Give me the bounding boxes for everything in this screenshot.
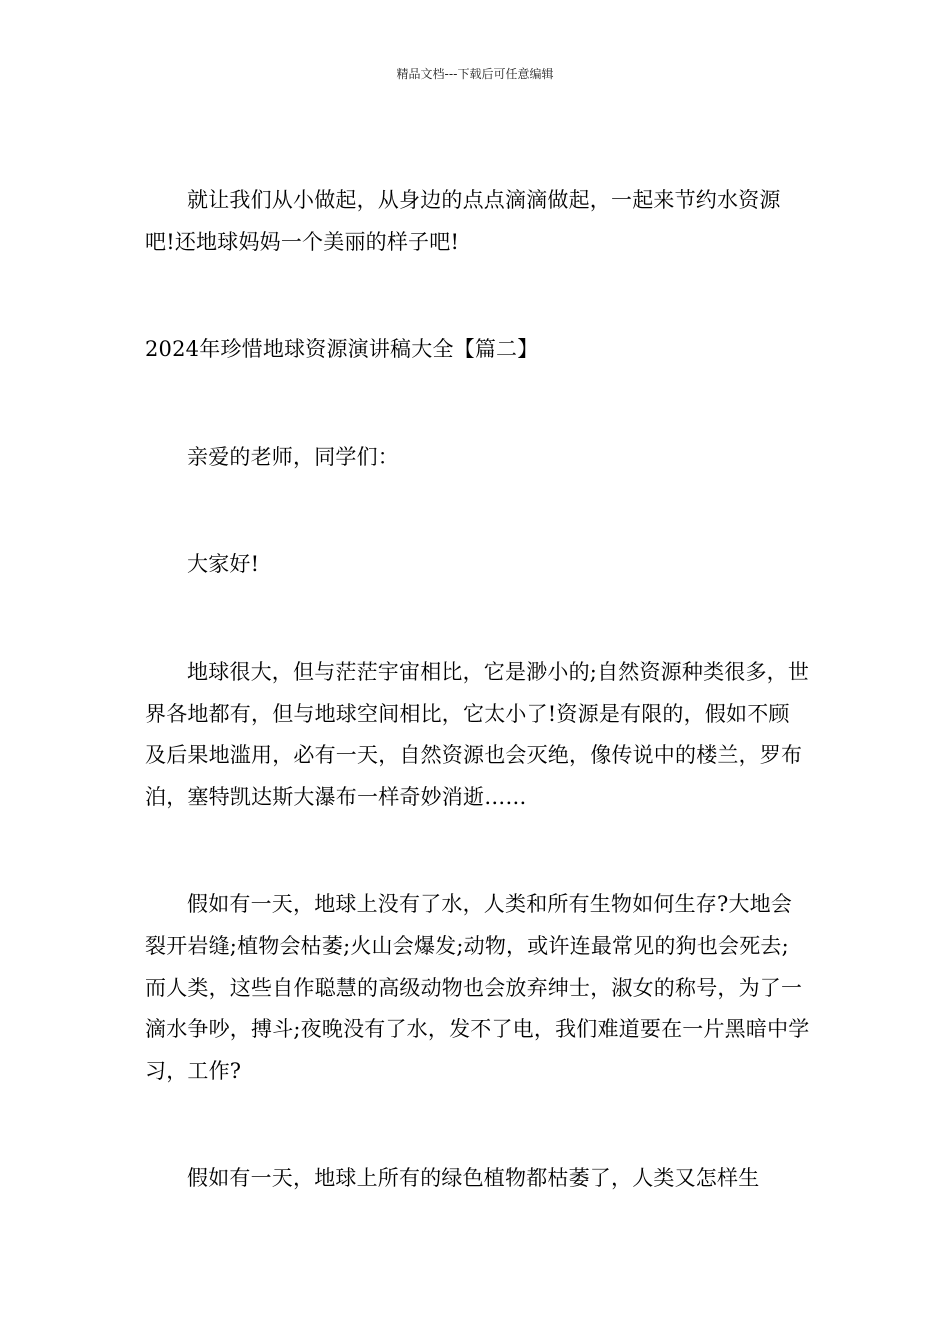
paragraph-gap xyxy=(145,818,810,884)
paragraph-gap xyxy=(145,478,810,544)
paragraph-no-plants: 假如有一天，地球上所有的绿色植物都枯萎了，人类又怎样生 xyxy=(187,1166,760,1191)
section-title: 2024年珍惜地球资源演讲稿大全【篇二】 xyxy=(145,337,539,362)
document-body xyxy=(145,180,810,1200)
paragraph-gap xyxy=(145,371,810,437)
paragraph-gap xyxy=(145,263,810,329)
page-header-note: 精品文档---下载后可任意编辑 xyxy=(396,67,554,81)
paragraph-greeting: 大家好! xyxy=(187,552,260,577)
paragraph-gap xyxy=(145,586,810,652)
paragraph-salutation: 亲爱的老师，同学们： xyxy=(187,444,399,469)
paragraph-earth-resources: 地球很大，但与茫茫宇宙相比，它是渺小的;自然资源种类很多，世界各地都有，但与地球空间相比，它太小了!资源是有限的，假如不顾及后果地滥用，必有一天，自然资源也会灭绝，像传说中的楼兰，罗布泊，塞特凯达斯大瀑布一样奇妙消逝…… xyxy=(145,659,810,809)
paragraph-no-water: 假如有一天，地球上没有了水，人类和所有生物如何生存?大地会裂开岩缝;植物会枯萎;火山会爆发;动物，或许连最常见的狗也会死去;而人类，这些自作聪慧的高级动物也会放弃绅士，淑女的称号，为了一滴水争吵，搏斗;夜晚没有了水，发不了电，我们难道要在一片黑暗中学习，工作? xyxy=(145,892,810,1083)
paragraph-gap xyxy=(145,1092,810,1158)
paragraph-closing: 就让我们从小做起，从身边的点点滴滴做起，一起来节约水资源吧!还地球妈妈一个美丽的样子吧! xyxy=(145,188,781,254)
